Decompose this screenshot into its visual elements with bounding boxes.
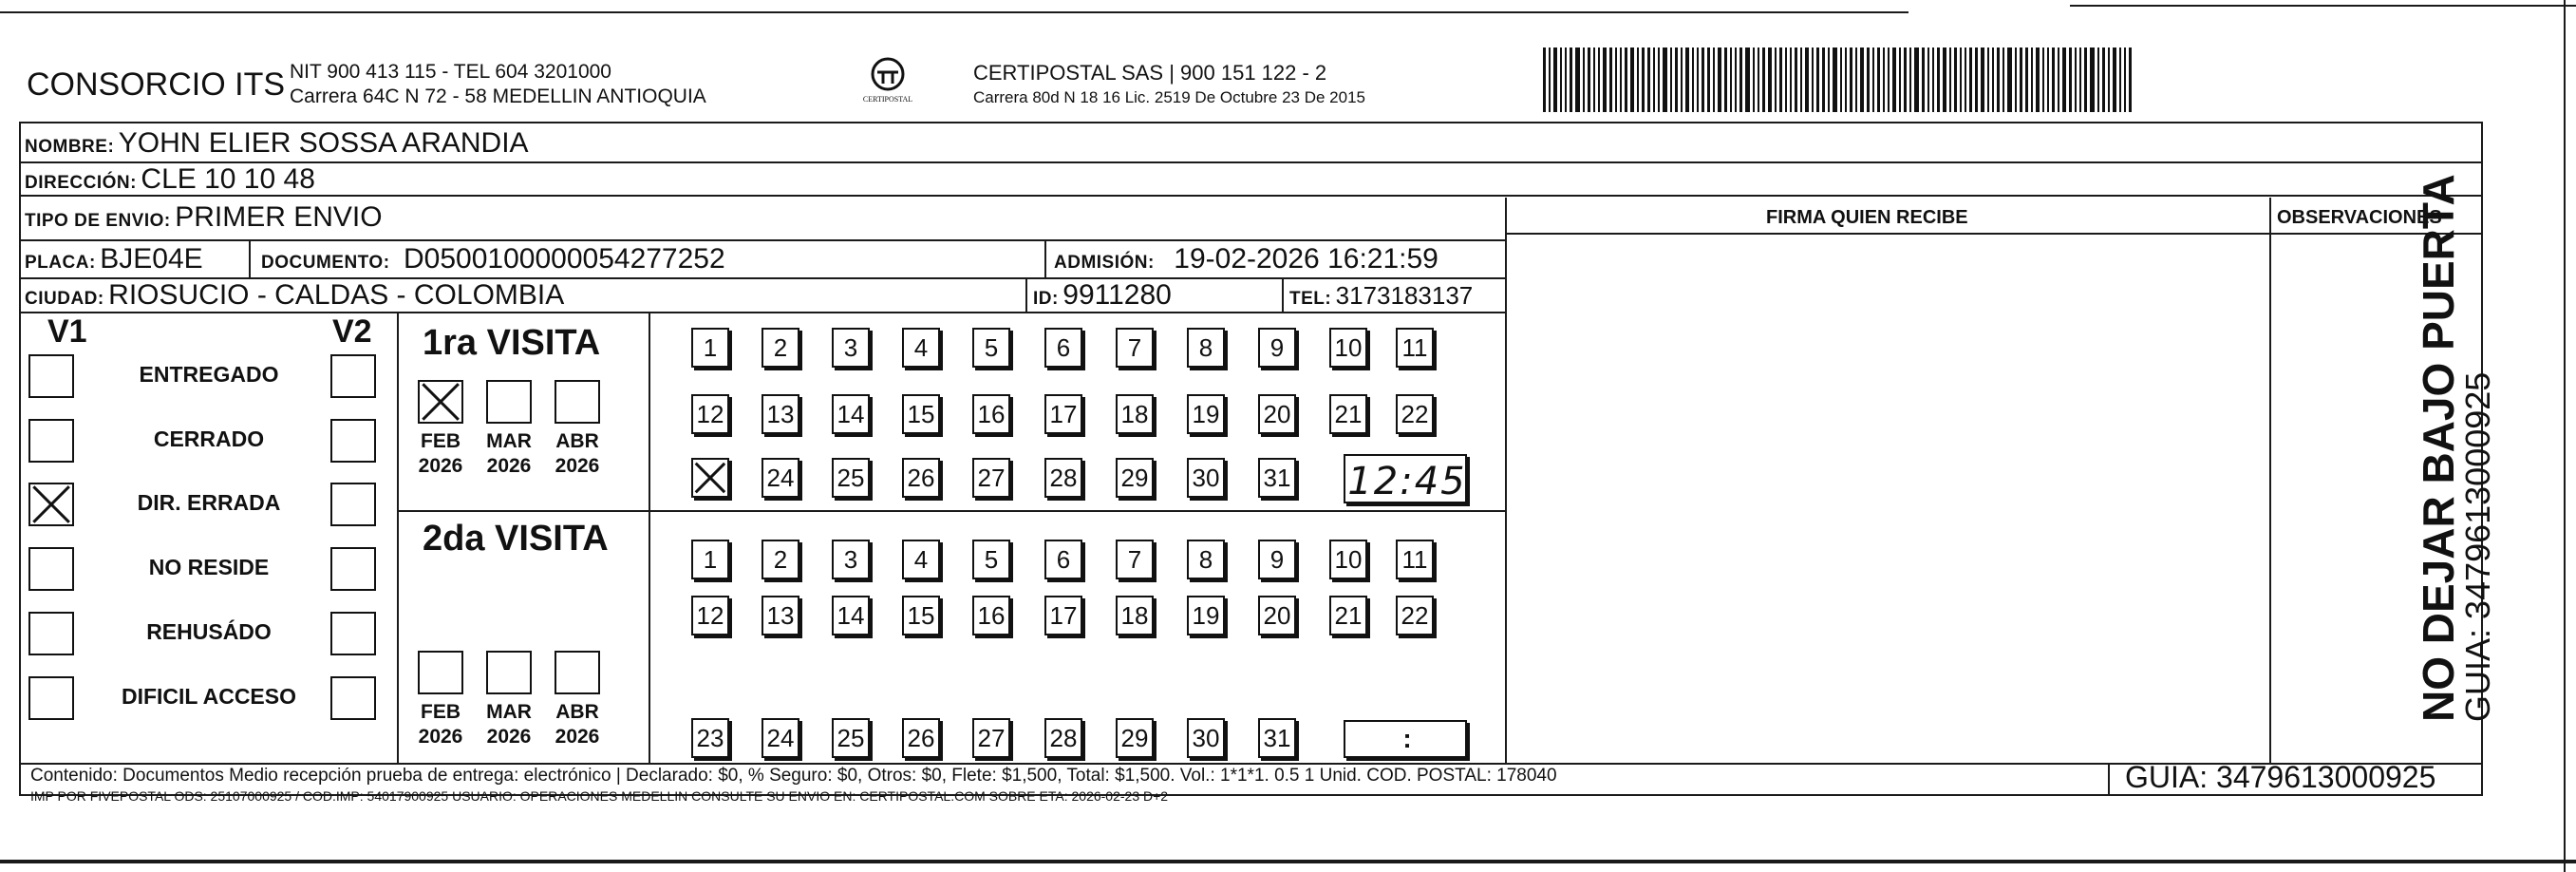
barcode-bar bbox=[2003, 47, 2004, 112]
barcode-bar bbox=[1647, 47, 1650, 112]
barcode-bar bbox=[1560, 47, 1562, 112]
barcode-bar bbox=[1969, 47, 1972, 112]
barcode-bar bbox=[1822, 47, 1825, 112]
day-box-18[interactable]: 18 bbox=[1116, 596, 1154, 635]
barcode-bar bbox=[1768, 47, 1772, 112]
month-name: FEB bbox=[421, 701, 461, 723]
v2-checkbox[interactable] bbox=[330, 547, 376, 591]
day-box-5[interactable]: 5 bbox=[972, 328, 1010, 368]
barcode-bar bbox=[1954, 47, 1957, 112]
barcode-bar bbox=[2031, 47, 2033, 112]
barcode-bar bbox=[2113, 47, 2116, 112]
barcode-bar bbox=[1828, 47, 1830, 112]
day-box-2[interactable]: 2 bbox=[762, 328, 799, 368]
v2-checkbox[interactable] bbox=[330, 612, 376, 655]
day-box-6[interactable]: 6 bbox=[1044, 540, 1082, 579]
cell-divider bbox=[1282, 277, 1284, 312]
day-box-21[interactable]: 21 bbox=[1329, 394, 1367, 434]
day-box-9[interactable]: 9 bbox=[1258, 540, 1296, 579]
placa-value: BJE04E bbox=[100, 243, 203, 275]
imp-text: IMP POR FIVEPOSTAL ODS: 25107000925 / COD.IMP: 54017900925 USUARIO: OPERACIONES MEDELLIN CONSULTE SU ENVIO EN: CERTIPOSTAL.COM SOBRE ETA: 2026-02-23 D+2 bbox=[30, 788, 1169, 804]
tipo-envio-label: TIPO DE ENVIO: bbox=[25, 211, 171, 231]
barcode-bar bbox=[2129, 47, 2132, 112]
barcode-bar bbox=[1553, 47, 1557, 112]
barcode-bar bbox=[1922, 47, 1925, 112]
direccion-field bbox=[25, 163, 315, 196]
barcode-bar bbox=[1860, 47, 1864, 112]
day-box-15[interactable]: 15 bbox=[902, 596, 940, 635]
barcode-bar bbox=[1609, 47, 1612, 112]
barcode-bar bbox=[1730, 47, 1732, 112]
frame-top bbox=[19, 122, 2483, 123]
status-option-label: DIFICIL ACCESO bbox=[121, 684, 296, 709]
admision-label: ADMISIÓN: bbox=[1054, 253, 1155, 273]
day-box-29[interactable]: 29 bbox=[1116, 458, 1154, 498]
side-text bbox=[2414, 174, 2497, 722]
contenido-text: Contenido: Documentos Medio recepción prueba de entrega: electrónico | Declarado: $0, % Seguro: $0, Otros: $0, Flete: $1,500, Total: $1,500. Vol.: 1*1*1. 0.5 1 Unid. COD. POSTAL: 178040 bbox=[30, 766, 1557, 786]
day-box-12[interactable]: 12 bbox=[691, 394, 729, 434]
placa-field bbox=[25, 243, 203, 275]
certipostal-logo bbox=[855, 55, 921, 112]
month-checkbox-abr[interactable] bbox=[555, 651, 600, 694]
visit-divider bbox=[397, 510, 1505, 512]
month-name: ABR bbox=[555, 701, 599, 723]
first-visit-time-box[interactable] bbox=[1344, 454, 1467, 503]
admision-value: 19-02-2026 16:21:59 bbox=[1174, 243, 1438, 275]
barcode bbox=[1543, 47, 2293, 112]
first-visit-time-value: 12:45 bbox=[1347, 460, 1467, 503]
barcode-bar bbox=[1855, 47, 1857, 112]
barcode-bar bbox=[1833, 47, 1837, 112]
day-box-15[interactable]: 15 bbox=[902, 394, 940, 434]
month-checkbox-mar[interactable] bbox=[486, 651, 532, 694]
firma-label: FIRMA QUIEN RECIBE bbox=[1766, 207, 1968, 228]
day-box-7[interactable]: 7 bbox=[1116, 328, 1154, 368]
frame-left bbox=[19, 122, 21, 796]
months-column-border bbox=[649, 312, 650, 763]
admision-field bbox=[1054, 243, 1438, 275]
day-box-6[interactable]: 6 bbox=[1044, 328, 1082, 368]
barcode-bar bbox=[1904, 47, 1907, 112]
barcode-bar bbox=[1997, 47, 2000, 112]
month-checkbox-mar[interactable] bbox=[486, 380, 532, 424]
v2-checkbox[interactable] bbox=[330, 676, 376, 720]
direccion-label: DIRECCIÓN: bbox=[25, 173, 137, 193]
barcode-bar bbox=[1658, 47, 1660, 112]
barcode-bar bbox=[1960, 47, 1962, 112]
barcode-bar bbox=[2047, 47, 2049, 112]
placa-label: PLACA: bbox=[25, 253, 96, 273]
day-box-20[interactable]: 20 bbox=[1258, 596, 1296, 635]
barcode-bar bbox=[1992, 47, 1994, 112]
day-box-7[interactable]: 7 bbox=[1116, 540, 1154, 579]
day-box-23[interactable]: 23 bbox=[691, 718, 729, 758]
certipostal-line2: Carrera 80d N 18 16 Lic. 2519 De Octubre 23 De 2015 bbox=[973, 88, 1365, 106]
barcode-bar bbox=[1685, 47, 1689, 112]
day-box-19[interactable]: 19 bbox=[1187, 394, 1225, 434]
barcode-bar bbox=[1603, 47, 1607, 112]
barcode-bar bbox=[2020, 47, 2022, 112]
barcode-bar bbox=[1681, 47, 1683, 112]
direccion-value: CLE 10 10 48 bbox=[141, 163, 315, 195]
day-box-3[interactable]: 3 bbox=[832, 540, 870, 579]
day-box-10[interactable]: 10 bbox=[1329, 328, 1367, 368]
day-box-31[interactable]: 31 bbox=[1258, 458, 1296, 498]
month-checkbox-feb[interactable] bbox=[418, 651, 463, 694]
barcode-bar bbox=[1888, 47, 1890, 112]
cell-divider bbox=[1025, 277, 1027, 312]
day-box-9[interactable]: 9 bbox=[1258, 328, 1296, 368]
barcode-bar bbox=[1707, 47, 1710, 112]
status-option-label: DIR. ERRADA bbox=[137, 490, 281, 515]
company-name: CONSORCIO ITS bbox=[27, 66, 286, 103]
logo-text: CERTIPOSTAL bbox=[862, 95, 913, 104]
barcode-bar bbox=[2084, 47, 2087, 112]
barcode-bar bbox=[1943, 47, 1946, 112]
barcode-bar bbox=[2015, 47, 2017, 112]
day-box-8[interactable]: 8 bbox=[1187, 328, 1225, 368]
side-guia: GUIA: 3479613000925 bbox=[2458, 371, 2497, 722]
v1-checkbox[interactable] bbox=[28, 676, 74, 720]
day-box-29[interactable]: 29 bbox=[1116, 718, 1154, 758]
barcode-bar bbox=[1899, 47, 1901, 112]
bottom-edge-line bbox=[0, 860, 2576, 863]
day-box-5[interactable]: 5 bbox=[972, 540, 1010, 579]
month-year: 2026 bbox=[555, 726, 600, 748]
second-visit-time-value: : bbox=[1402, 724, 1412, 753]
barcode-bar bbox=[1670, 47, 1672, 112]
row-divider bbox=[19, 312, 1505, 313]
day-box-4[interactable]: 4 bbox=[902, 328, 940, 368]
barcode-bar bbox=[1981, 47, 1984, 112]
barcode-bar bbox=[1753, 47, 1755, 112]
barcode-bar bbox=[1739, 47, 1742, 112]
barcode-bar bbox=[1762, 47, 1765, 112]
barcode-bar bbox=[1800, 47, 1802, 112]
address-line: Carrera 64C N 72 - 58 MEDELLIN ANTIOQUIA bbox=[290, 85, 706, 107]
barcode-bar bbox=[1620, 47, 1622, 112]
barcode-bar bbox=[1785, 47, 1787, 112]
day-box-24[interactable]: 24 bbox=[762, 458, 799, 498]
day-box-24[interactable]: 24 bbox=[762, 718, 799, 758]
day-box-21[interactable]: 21 bbox=[1329, 596, 1367, 635]
v1-checkbox[interactable] bbox=[28, 612, 74, 655]
second-visit-time-box[interactable] bbox=[1344, 720, 1467, 758]
day-box-17[interactable]: 17 bbox=[1044, 394, 1082, 434]
barcode-bar bbox=[1795, 47, 1797, 112]
day-box-26[interactable]: 26 bbox=[902, 458, 940, 498]
side-warning: NO DEJAR BAJO PUERTA bbox=[2414, 174, 2463, 722]
barcode-bar bbox=[2058, 47, 2059, 112]
barcode-bar bbox=[1965, 47, 1966, 112]
barcode-bar bbox=[1779, 47, 1782, 112]
barcode-bar bbox=[1758, 47, 1759, 112]
day-box-27[interactable]: 27 bbox=[972, 458, 1010, 498]
month-name: MAR bbox=[486, 701, 532, 723]
day-box-4[interactable]: 4 bbox=[902, 540, 940, 579]
v2-checkbox[interactable] bbox=[330, 483, 376, 526]
day-box-14[interactable]: 14 bbox=[832, 394, 870, 434]
day-box-3[interactable]: 3 bbox=[832, 328, 870, 368]
row-divider bbox=[19, 161, 2483, 163]
tel-value: 3173183137 bbox=[1335, 281, 1474, 310]
barcode-bar bbox=[1549, 47, 1551, 112]
day-box-1[interactable]: 1 bbox=[691, 540, 729, 579]
barcode-bar bbox=[2042, 47, 2044, 112]
barcode-bar bbox=[1588, 47, 1590, 112]
barcode-bar bbox=[1630, 47, 1634, 112]
v2-checkbox[interactable] bbox=[330, 419, 376, 463]
right-edge-line bbox=[2564, 0, 2566, 872]
day-box-30[interactable]: 30 bbox=[1187, 458, 1225, 498]
month-year: 2026 bbox=[418, 726, 463, 748]
day-box-30[interactable]: 30 bbox=[1187, 718, 1225, 758]
barcode-bar bbox=[1543, 47, 1546, 112]
top-edge-line bbox=[0, 11, 1908, 13]
day-box-31[interactable]: 31 bbox=[1258, 718, 1296, 758]
barcode-bar bbox=[1642, 47, 1645, 112]
day-box-12[interactable]: 12 bbox=[691, 596, 729, 635]
barcode-bar bbox=[1883, 47, 1885, 112]
barcode-bar bbox=[1805, 47, 1809, 112]
barcode-bar bbox=[1872, 47, 1874, 112]
barcode-bar bbox=[1949, 47, 1951, 112]
status-option-label: ENTREGADO bbox=[139, 362, 279, 387]
v1-checkbox[interactable] bbox=[28, 419, 74, 463]
barcode-bar bbox=[1987, 47, 1989, 112]
barcode-bar bbox=[1713, 47, 1715, 112]
month-name: ABR bbox=[555, 430, 599, 452]
barcode-bar bbox=[2075, 47, 2077, 112]
barcode-bar bbox=[1724, 47, 1727, 112]
ciudad-field bbox=[25, 279, 564, 312]
barcode-bar bbox=[2119, 47, 2121, 112]
month-label bbox=[408, 700, 473, 749]
barcode-bar bbox=[1927, 47, 1929, 112]
barcode-bar bbox=[1583, 47, 1585, 112]
barcode-bar bbox=[1909, 47, 1911, 112]
barcode-bar bbox=[1653, 47, 1655, 112]
nombre-field bbox=[25, 127, 529, 160]
v1-checkbox[interactable] bbox=[28, 354, 74, 398]
v1-label: V1 bbox=[47, 313, 87, 350]
day-box-13[interactable]: 13 bbox=[762, 394, 799, 434]
ciudad-label: CIUDAD: bbox=[25, 289, 104, 309]
id-value: 9911280 bbox=[1062, 279, 1172, 311]
row-divider bbox=[19, 195, 2483, 197]
barcode-bar bbox=[1932, 47, 1934, 112]
month-label bbox=[477, 700, 541, 749]
day-box-13[interactable]: 13 bbox=[762, 596, 799, 635]
barcode-bar bbox=[1975, 47, 1978, 112]
barcode-bar bbox=[1675, 47, 1678, 112]
day-box-8[interactable]: 8 bbox=[1187, 540, 1225, 579]
barcode-bar bbox=[1790, 47, 1792, 112]
month-label bbox=[545, 429, 610, 479]
day-box-18[interactable]: 18 bbox=[1116, 394, 1154, 434]
barcode-bar bbox=[1570, 47, 1572, 112]
day-box-16[interactable]: 16 bbox=[972, 596, 1010, 635]
barcode-bar bbox=[2097, 47, 2099, 112]
day-box-16[interactable]: 16 bbox=[972, 394, 1010, 434]
day-box-10[interactable]: 10 bbox=[1329, 540, 1367, 579]
month-checkbox-feb[interactable] bbox=[418, 380, 463, 424]
nit-line: NIT 900 413 115 - TEL 604 3201000 bbox=[290, 61, 611, 83]
barcode-bar bbox=[1914, 47, 1919, 112]
barcode-bar bbox=[1840, 47, 1842, 112]
barcode-bar bbox=[1877, 47, 1880, 112]
firma-left-border bbox=[1505, 198, 1507, 763]
tipo-envio-value: PRIMER ENVIO bbox=[175, 201, 383, 233]
barcode-bar bbox=[2069, 47, 2072, 112]
observaciones-left-border bbox=[2269, 198, 2271, 763]
row-divider bbox=[19, 239, 1505, 241]
barcode-bar bbox=[1845, 47, 1847, 112]
barcode-bar bbox=[1718, 47, 1721, 112]
status-option-label: CERRADO bbox=[153, 427, 265, 451]
day-box-23[interactable] bbox=[691, 458, 729, 498]
barcode-bar bbox=[1850, 47, 1852, 112]
certipostal-line1: CERTIPOSTAL SAS | 900 151 122 - 2 bbox=[973, 61, 1327, 85]
v2-checkbox[interactable] bbox=[330, 354, 376, 398]
id-label: ID: bbox=[1033, 289, 1059, 309]
status-option-label: NO RESIDE bbox=[148, 555, 270, 579]
barcode-bar bbox=[1663, 47, 1667, 112]
day-box-28[interactable]: 28 bbox=[1044, 718, 1082, 758]
month-year: 2026 bbox=[418, 455, 463, 477]
barcode-bar bbox=[1575, 47, 1580, 112]
barcode-bar bbox=[2090, 47, 2095, 112]
tel-label: TEL: bbox=[1289, 289, 1332, 309]
v1-checkbox[interactable] bbox=[28, 547, 74, 591]
second-visit-title: 2da VISITA bbox=[423, 519, 609, 559]
nombre-value: YOHN ELIER SOSSA ARANDIA bbox=[118, 127, 529, 159]
month-label bbox=[408, 429, 473, 479]
day-box-11[interactable]: 11 bbox=[1396, 328, 1434, 368]
day-box-17[interactable]: 17 bbox=[1044, 596, 1082, 635]
observaciones-label: OBSERVACIONES bbox=[2277, 207, 2442, 228]
barcode-bar bbox=[2102, 47, 2105, 112]
barcode-bar bbox=[1745, 47, 1750, 112]
documento-label: DOCUMENTO: bbox=[261, 253, 390, 273]
month-name: FEB bbox=[421, 430, 461, 452]
day-box-22[interactable]: 22 bbox=[1396, 394, 1434, 434]
nombre-label: NOMBRE: bbox=[25, 137, 115, 157]
id-field bbox=[1033, 279, 1172, 312]
day-box-26[interactable]: 26 bbox=[902, 718, 940, 758]
top-edge-line-right bbox=[2070, 5, 2576, 7]
row-divider-right bbox=[1505, 233, 2483, 235]
barcode-bar bbox=[1812, 47, 1814, 112]
status-option-label: REHUSÁDO bbox=[146, 619, 272, 644]
day-box-2[interactable]: 2 bbox=[762, 540, 799, 579]
barcode-bar bbox=[1735, 47, 1737, 112]
barcode-bar bbox=[1593, 47, 1595, 112]
barcode-bar bbox=[1702, 47, 1704, 112]
documento-field bbox=[261, 243, 725, 275]
day-box-1[interactable]: 1 bbox=[691, 328, 729, 368]
barcode-bar bbox=[1867, 47, 1870, 112]
month-year: 2026 bbox=[555, 455, 600, 477]
day-box-25[interactable]: 25 bbox=[832, 458, 870, 498]
tel-field bbox=[1289, 281, 1473, 311]
month-label bbox=[545, 700, 610, 749]
documento-value: D0500100000054277252 bbox=[404, 243, 725, 275]
cell-divider bbox=[1044, 239, 1046, 277]
barcode-bar bbox=[1775, 47, 1777, 112]
month-checkbox-abr[interactable] bbox=[555, 380, 600, 424]
barcode-bar bbox=[2025, 47, 2028, 112]
barcode-bar bbox=[1565, 47, 1567, 112]
month-name: MAR bbox=[486, 430, 532, 452]
month-year: 2026 bbox=[486, 726, 532, 748]
footer-divider bbox=[2108, 763, 2110, 796]
tipo-envio-field bbox=[25, 201, 383, 234]
barcode-bar bbox=[1692, 47, 1694, 112]
barcode-bar bbox=[2052, 47, 2055, 112]
barcode-bar bbox=[2062, 47, 2066, 112]
barcode-bar bbox=[1625, 47, 1627, 112]
footer-guia: GUIA: 3479613000925 bbox=[2125, 760, 2436, 794]
barcode-bar bbox=[1615, 47, 1617, 112]
ciudad-value: RIOSUCIO - CALDAS - COLOMBIA bbox=[108, 279, 565, 311]
barcode-bar bbox=[1816, 47, 1819, 112]
barcode-bar bbox=[1598, 47, 1600, 112]
day-box-25[interactable]: 25 bbox=[832, 718, 870, 758]
first-visit-title: 1ra VISITA bbox=[423, 323, 601, 363]
day-box-19[interactable]: 19 bbox=[1187, 596, 1225, 635]
barcode-bar bbox=[2036, 47, 2040, 112]
day-box-22[interactable]: 22 bbox=[1396, 596, 1434, 635]
barcode-bar bbox=[2007, 47, 2012, 112]
day-box-11[interactable]: 11 bbox=[1396, 540, 1434, 579]
barcode-bar bbox=[1937, 47, 1940, 112]
day-box-28[interactable]: 28 bbox=[1044, 458, 1082, 498]
v1-checkbox[interactable] bbox=[28, 483, 74, 526]
month-year: 2026 bbox=[486, 455, 532, 477]
cell-divider bbox=[249, 239, 251, 277]
day-box-20[interactable]: 20 bbox=[1258, 394, 1296, 434]
barcode-bar bbox=[1637, 47, 1639, 112]
barcode-bar bbox=[2079, 47, 2081, 112]
barcode-bar bbox=[1697, 47, 1699, 112]
day-box-27[interactable]: 27 bbox=[972, 718, 1010, 758]
month-label bbox=[477, 429, 541, 479]
barcode-bar bbox=[1892, 47, 1896, 112]
v2-label: V2 bbox=[332, 313, 372, 350]
day-box-14[interactable]: 14 bbox=[832, 596, 870, 635]
barcode-bar bbox=[2108, 47, 2110, 112]
footer-top-divider bbox=[19, 763, 2483, 765]
barcode-bar bbox=[2124, 47, 2126, 112]
status-column-border bbox=[397, 312, 399, 763]
